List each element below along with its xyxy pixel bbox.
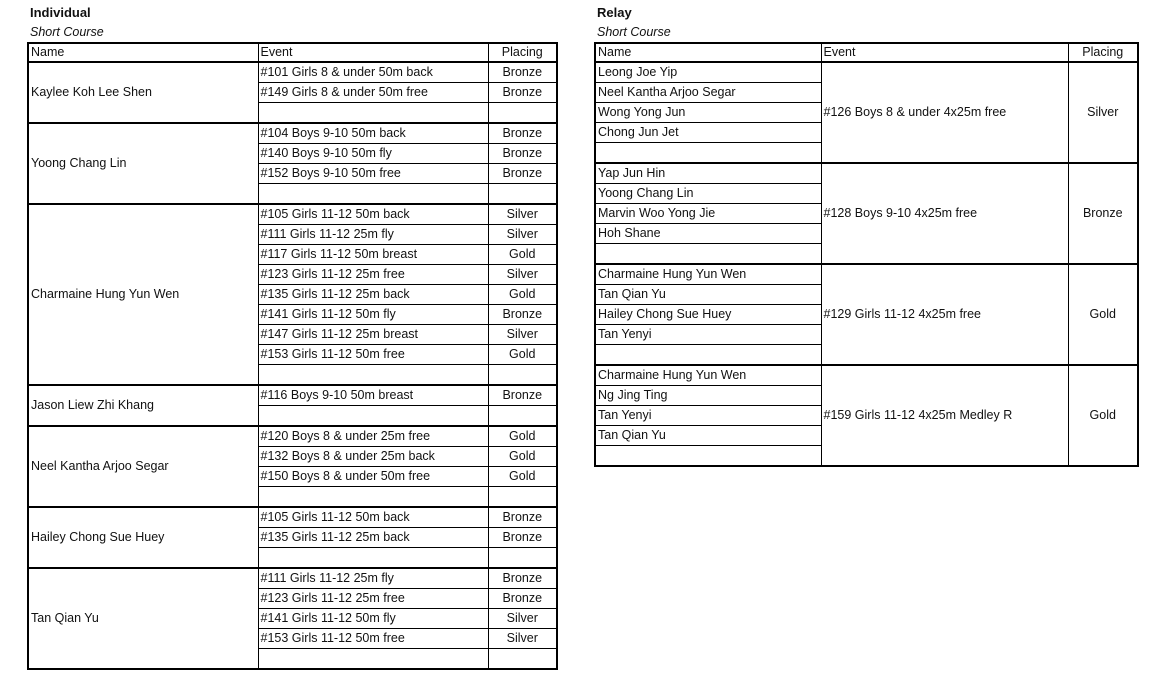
relay-event-cell: #159 Girls 11-12 4x25m Medley R (821, 365, 1068, 466)
swimmer-name-cell: Neel Kantha Arjoo Segar (28, 426, 258, 507)
table-row (28, 507, 557, 528)
event-cell (258, 184, 488, 205)
relay-swimmer-cell (595, 345, 821, 366)
table-row (28, 123, 557, 144)
placing-cell: Bronze (488, 62, 557, 83)
swimmer-name-cell: Charmaine Hung Yun Wen (28, 204, 258, 385)
event-cell (258, 406, 488, 427)
event-cell (258, 365, 488, 386)
relay-swimmer-cell: Charmaine Hung Yun Wen (595, 365, 821, 386)
relay-event-cell: #129 Girls 11-12 4x25m free (821, 264, 1068, 365)
event-cell (258, 548, 488, 569)
table-row (28, 385, 557, 406)
placing-cell: Bronze (488, 305, 557, 325)
relay-subtitle: Short Course (597, 25, 671, 39)
event-cell (258, 103, 488, 124)
relay-swimmer-cell: Chong Jun Jet (595, 123, 821, 143)
swimmer-name-cell: Kaylee Koh Lee Shen (28, 62, 258, 123)
relay-event-cell: #126 Boys 8 & under 4x25m free (821, 62, 1068, 163)
relay-swimmer-cell: Neel Kantha Arjoo Segar (595, 83, 821, 103)
event-cell: #104 Boys 9-10 50m back (258, 123, 488, 144)
placing-cell (488, 487, 557, 508)
individual-subtitle: Short Course (30, 25, 104, 39)
placing-cell (488, 548, 557, 569)
event-cell: #123 Girls 11-12 25m free (258, 265, 488, 285)
swimmer-name-cell: Hailey Chong Sue Huey (28, 507, 258, 568)
relay-event-cell: #128 Boys 9-10 4x25m free (821, 163, 1068, 264)
relay-swimmer-cell: Tan Yenyi (595, 406, 821, 426)
relay-placing-cell: Gold (1068, 365, 1138, 466)
placing-cell: Gold (488, 447, 557, 467)
placing-cell: Gold (488, 285, 557, 305)
placing-column-header: Placing (488, 43, 557, 62)
placing-cell: Bronze (488, 164, 557, 184)
table-row (28, 426, 557, 447)
placing-cell: Silver (488, 325, 557, 345)
relay-swimmer-cell: Wong Yong Jun (595, 103, 821, 123)
name-column-header: Name (595, 43, 821, 62)
event-cell: #147 Girls 11-12 25m breast (258, 325, 488, 345)
table-row (595, 264, 1138, 285)
placing-cell: Bronze (488, 385, 557, 406)
event-cell: #150 Boys 8 & under 50m free (258, 467, 488, 487)
event-cell: #111 Girls 11-12 25m fly (258, 568, 488, 589)
event-column-header: Event (258, 43, 488, 62)
relay-placing-cell: Gold (1068, 264, 1138, 365)
placing-cell: Gold (488, 426, 557, 447)
placing-cell: Silver (488, 629, 557, 649)
placing-column-header: Placing (1068, 43, 1138, 62)
event-column-header: Event (821, 43, 1068, 62)
relay-swimmer-cell: Charmaine Hung Yun Wen (595, 264, 821, 285)
placing-cell: Bronze (488, 589, 557, 609)
relay-table-body (595, 62, 1138, 466)
swimmer-name-cell: Tan Qian Yu (28, 568, 258, 669)
placing-cell: Gold (488, 245, 557, 265)
placing-cell: Silver (488, 225, 557, 245)
event-cell: #153 Girls 11-12 50m free (258, 345, 488, 365)
event-cell: #132 Boys 8 & under 25m back (258, 447, 488, 467)
event-cell: #141 Girls 11-12 50m fly (258, 609, 488, 629)
table-row (28, 62, 557, 83)
event-cell: #101 Girls 8 & under 50m back (258, 62, 488, 83)
placing-cell: Bronze (488, 144, 557, 164)
relay-swimmer-cell: Marvin Woo Yong Jie (595, 204, 821, 224)
placing-cell: Silver (488, 609, 557, 629)
relay-swimmer-cell: Ng Jing Ting (595, 386, 821, 406)
event-cell: #111 Girls 11-12 25m fly (258, 225, 488, 245)
event-cell: #141 Girls 11-12 50m fly (258, 305, 488, 325)
relay-placing-cell: Bronze (1068, 163, 1138, 264)
table-row (28, 204, 557, 225)
individual-table-body (28, 62, 557, 669)
table-header-row (28, 43, 557, 62)
relay-swimmer-cell (595, 143, 821, 164)
table-row (595, 163, 1138, 184)
placing-cell: Bronze (488, 507, 557, 528)
relay-results-table (594, 42, 1139, 467)
event-cell (258, 649, 488, 670)
event-cell: #135 Girls 11-12 25m back (258, 528, 488, 548)
placing-cell: Bronze (488, 123, 557, 144)
relay-swimmer-cell (595, 446, 821, 467)
swimmer-name-cell: Yoong Chang Lin (28, 123, 258, 204)
relay-swimmer-cell: Hailey Chong Sue Huey (595, 305, 821, 325)
event-cell: #153 Girls 11-12 50m free (258, 629, 488, 649)
placing-cell: Silver (488, 265, 557, 285)
relay-swimmer-cell: Leong Joe Yip (595, 62, 821, 83)
event-cell: #140 Boys 9-10 50m fly (258, 144, 488, 164)
placing-cell: Bronze (488, 83, 557, 103)
placing-cell (488, 406, 557, 427)
table-row (595, 365, 1138, 386)
placing-cell: Bronze (488, 528, 557, 548)
relay-swimmer-cell: Tan Qian Yu (595, 285, 821, 305)
swimmer-name-cell: Jason Liew Zhi Khang (28, 385, 258, 426)
individual-title: Individual (30, 5, 91, 20)
relay-swimmer-cell: Tan Yenyi (595, 325, 821, 345)
individual-section (27, 3, 558, 670)
relay-swimmer-cell: Hoh Shane (595, 224, 821, 244)
placing-cell (488, 649, 557, 670)
event-cell (258, 487, 488, 508)
event-cell: #117 Girls 11-12 50m breast (258, 245, 488, 265)
event-cell: #105 Girls 11-12 50m back (258, 507, 488, 528)
event-cell: #135 Girls 11-12 25m back (258, 285, 488, 305)
placing-cell: Silver (488, 204, 557, 225)
event-cell: #152 Boys 9-10 50m free (258, 164, 488, 184)
relay-placing-cell: Silver (1068, 62, 1138, 163)
event-cell: #149 Girls 8 & under 50m free (258, 83, 488, 103)
event-cell: #120 Boys 8 & under 25m free (258, 426, 488, 447)
name-column-header: Name (28, 43, 258, 62)
relay-swimmer-cell (595, 244, 821, 265)
relay-swimmer-cell: Tan Qian Yu (595, 426, 821, 446)
event-cell: #116 Boys 9-10 50m breast (258, 385, 488, 406)
relay-section (594, 3, 1139, 467)
placing-cell: Gold (488, 467, 557, 487)
placing-cell: Gold (488, 345, 557, 365)
placing-cell (488, 103, 557, 124)
placing-cell: Bronze (488, 568, 557, 589)
placing-cell (488, 184, 557, 205)
relay-swimmer-cell: Yoong Chang Lin (595, 184, 821, 204)
table-row (595, 62, 1138, 83)
placing-cell (488, 365, 557, 386)
relay-title: Relay (597, 5, 632, 20)
table-header-row (595, 43, 1138, 62)
individual-results-table (27, 42, 558, 670)
table-row (28, 568, 557, 589)
event-cell: #123 Girls 11-12 25m free (258, 589, 488, 609)
event-cell: #105 Girls 11-12 50m back (258, 204, 488, 225)
relay-swimmer-cell: Yap Jun Hin (595, 163, 821, 184)
